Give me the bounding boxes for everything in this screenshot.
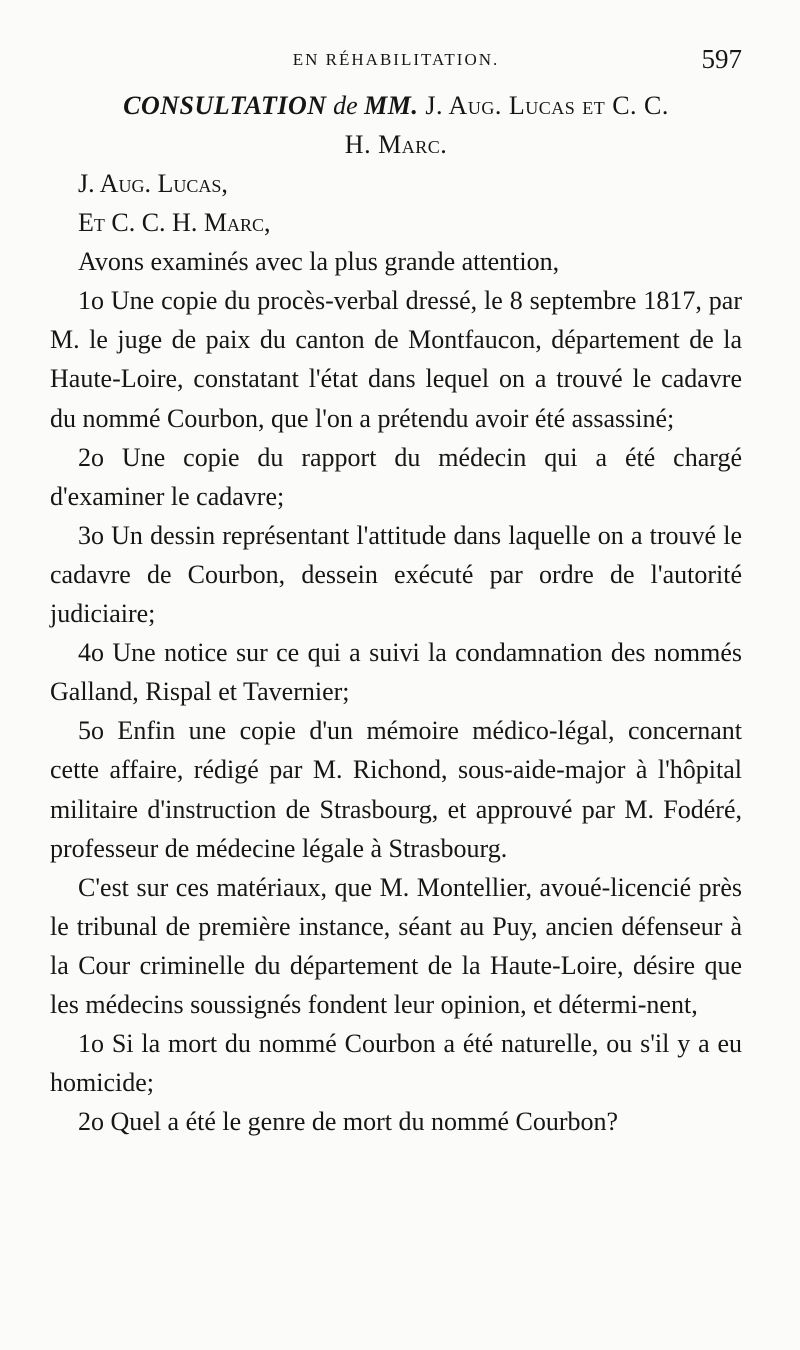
- question-1: 1o Si la mort du nommé Courbon a été naturelle, ou s'il y a eu homicide;: [50, 1029, 742, 1098]
- title-authors-1: J. Aug. Lucas et C. C.: [418, 91, 669, 120]
- page-header: [50, 44, 742, 78]
- signatory-1: J. Aug. Lucas,: [78, 169, 228, 198]
- document-item-4: 4o Une notice sur ce qui a suivi la condamnation des nommés Galland, Rispal et Tavernier;: [50, 638, 742, 707]
- document-item-1: 1o Une copie du procès-verbal dressé, le 8 septembre 1817, par M. le juge de paix du canton de Montfaucon, département de la Haute-Loire, constatant l'état dans lequel on a trouvé le cadavre du nommé Courbon, que l'on a prétendu avoir été assassiné;: [50, 286, 742, 433]
- intro-paragraph: Avons examinés avec la plus grande attention,: [78, 247, 560, 277]
- signatory-2: Et C. C. H. Marc,: [78, 208, 271, 238]
- title-line-1: [50, 86, 742, 125]
- document-item-2: 2o Une copie du rapport du médecin qui a été chargé d'examiner le cadavre;: [50, 442, 742, 511]
- document-item-3: 3o Un dessin représentant l'attitude dans laquelle on a trouvé le cadavre de Courbon, dessein exécuté par ordre de l'autorité judiciaire;: [50, 520, 742, 629]
- page-number: 597: [701, 44, 742, 74]
- running-head: EN RÉHABILITATION.: [292, 50, 500, 69]
- request-paragraph: C'est sur ces matériaux, que M. Montellier, avoué-licencié près le tribunal de première instance, séant au Puy, ancien défenseur à la Cour criminelle du département de la Haute-Loire, désire que les médecins soussignés fondent leur opinion, et détermi-nent,: [50, 872, 742, 1019]
- page-body: [50, 86, 742, 1141]
- question-2: 2o Quel a été le genre de mort du nommé Courbon?: [78, 1107, 619, 1137]
- title-connector: de: [326, 91, 365, 120]
- title-mm: MM.: [364, 91, 419, 120]
- title-authors-2: H. Marc.: [344, 130, 448, 159]
- document-item-5: 5o Enfin une copie d'un mémoire médico-légal, concernant cette affaire, rédigé par M. Richond, sous-aide-major à l'hôpital militaire d'instruction de Strasbourg, et approuvé par M. Fodéré, professeur de médecine légale à Strasbourg.: [50, 716, 742, 863]
- title-main: CONSULTATION: [123, 91, 327, 120]
- consultation-title: [50, 86, 742, 164]
